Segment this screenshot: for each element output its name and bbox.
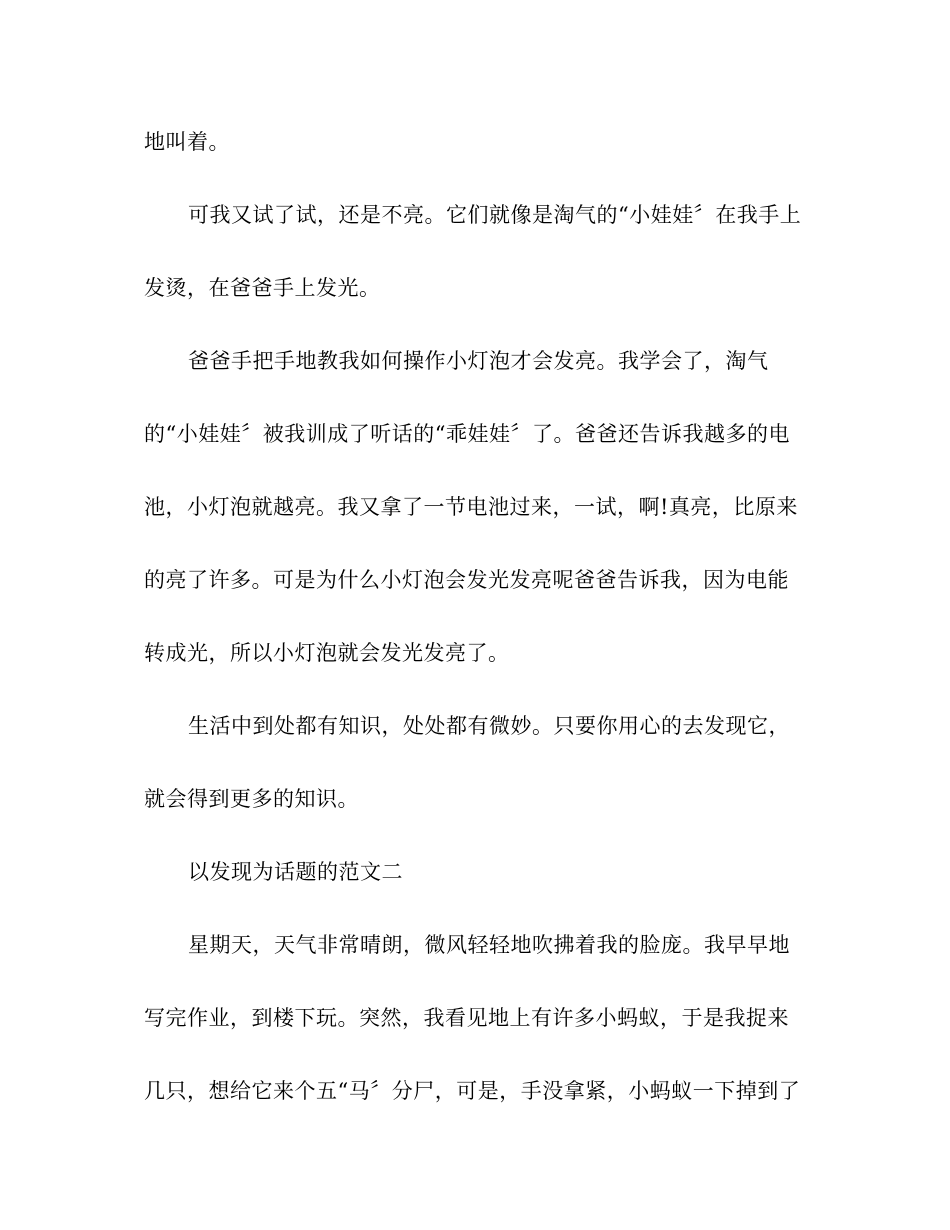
text-line: 池，小灯泡就越亮。我又拿了一节电池过来，一试，啊!真亮，比原来 bbox=[144, 495, 798, 519]
text-line: 的“小娃娃〞被我训成了听话的“乖娃娃〞了。爸爸还告诉我越多的电 bbox=[144, 422, 790, 446]
text-line: 爸爸手把手地教我如何操作小灯泡才会发亮。我学会了，淘气 bbox=[188, 349, 769, 373]
document-body bbox=[144, 119, 814, 1141]
text-line: 写完作业，到楼下玩。突然，我看见地上有许多小蚂蚁，于是我捉来 bbox=[144, 1006, 789, 1030]
text-line: 发烫，在爸爸手上发光。 bbox=[144, 276, 381, 300]
text-line: 就会得到更多的知识。 bbox=[144, 787, 359, 811]
text-line: 几只，想给它来个五“马〞分尸，可是，手没拿紧，小蚂蚁一下掉到了 bbox=[144, 1079, 801, 1103]
text-line: 生活中到处都有知识，处处都有微妙。只要你用心的去发现它， bbox=[188, 714, 790, 738]
text-line: 地叫着。 bbox=[144, 130, 230, 154]
text-line: 的亮了许多。可是为什么小灯泡会发光发亮呢爸爸告诉我，因为电能 bbox=[144, 568, 789, 592]
text-line: 转成光，所以小灯泡就会发光发亮了。 bbox=[144, 641, 510, 665]
section-heading: 以发现为话题的范文二 bbox=[188, 860, 403, 884]
text-line: 可我又试了试，还是不亮。它们就像是淘气的“小娃娃〞在我手上 bbox=[188, 203, 802, 227]
text-line: 星期天，天气非常晴朗，微风轻轻地吹拂着我的脸庞。我早早地 bbox=[188, 933, 790, 957]
